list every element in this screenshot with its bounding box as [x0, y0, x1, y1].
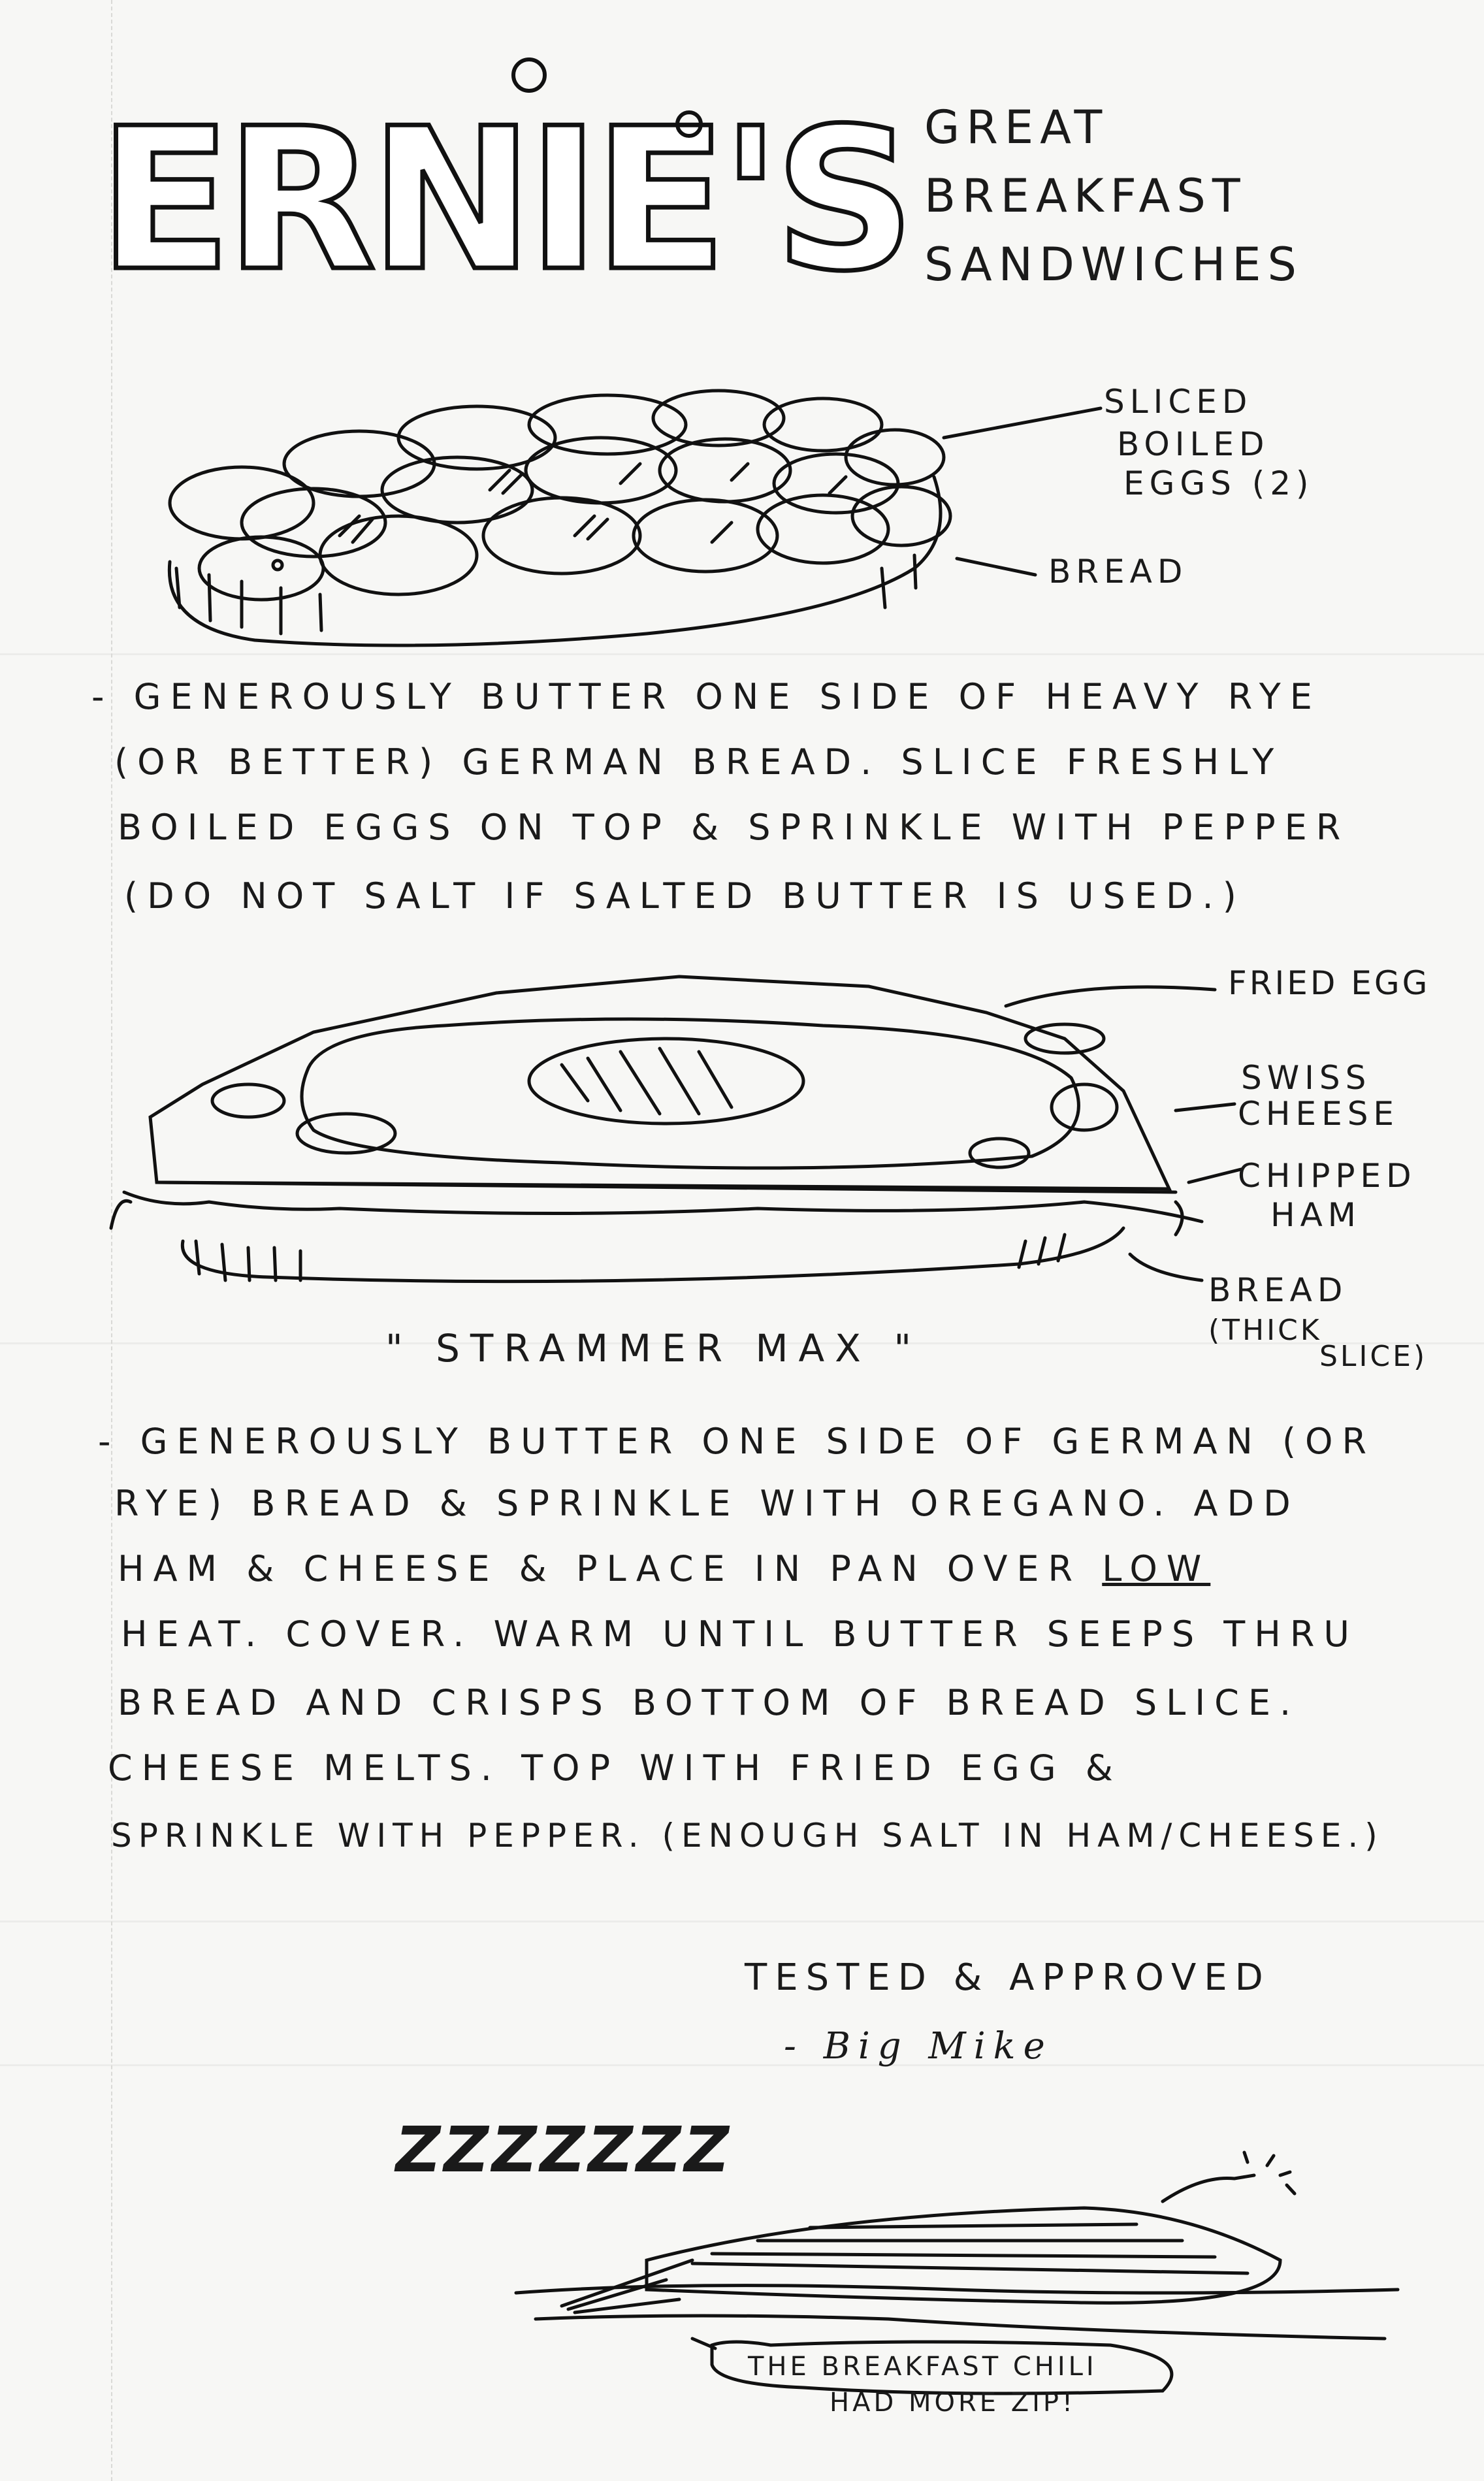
instruction-line: (DO NOT SALT IF SALTED BUTTER IS USED.) — [124, 875, 1246, 916]
instruction-line: BREAD AND CRISPS BOTTOM OF BREAD SLICE. — [118, 1682, 1300, 1723]
logo-text: ERNIE'S — [98, 86, 909, 314]
label-fried-egg: FRIED EGG — [1228, 964, 1430, 1002]
label-sliced: SLICED — [1104, 383, 1253, 421]
label-ham: HAM — [1270, 1196, 1361, 1234]
caption-line: THE BREAKFAST CHILI — [748, 2352, 1097, 2382]
label-thick: (THICK — [1208, 1314, 1322, 1347]
instruction-line: SPRINKLE WITH PEPPER. (ENOUGH SALT IN HAM/CHEESE.) — [111, 1817, 1384, 1855]
emphasis-low: LOW — [1102, 1548, 1211, 1589]
caption-line: HAD MORE ZIP! — [830, 2388, 1076, 2418]
instruction-line: - GENEROUSLY BUTTER ONE SIDE OF GERMAN (OR — [98, 1421, 1376, 1462]
instruction-line: - GENEROUSLY BUTTER ONE SIDE OF HEAVY RYE — [91, 676, 1321, 717]
boiled-egg-sandwich-sketch — [150, 372, 1065, 666]
label-bread-2: BREAD — [1208, 1271, 1348, 1309]
instruction-text: HAM & CHEESE & PLACE IN PAN OVER — [118, 1548, 1103, 1589]
paper-fold-line — [0, 2064, 1484, 2066]
instruction-line: (OR BETTER) GERMAN BREAD. SLICE FRESHLY — [114, 741, 1283, 783]
label-chipped: CHIPPED — [1238, 1157, 1417, 1195]
snore-text: ZZZZZZZ — [389, 2113, 739, 2186]
instruction-line: CHEESE MELTS. TOP WITH FRIED EGG & — [108, 1747, 1122, 1789]
tagline-line: SANDWICHES — [924, 238, 1303, 291]
label-boiled: BOILED — [1117, 425, 1270, 463]
strammer-max-sandwich-sketch — [105, 967, 1254, 1306]
label-eggs: EGGS (2) — [1123, 464, 1314, 502]
instruction-line: BOILED EGGS ON TOP & SPRINKLE WITH PEPPER — [118, 807, 1350, 848]
label-cheese: CHEESE — [1238, 1095, 1400, 1133]
sandwich-name: " STRAMMER MAX " — [385, 1326, 922, 1370]
instruction-line: RYE) BREAD & SPRINKLE WITH OREGANO. ADD — [114, 1483, 1300, 1524]
approval-line: TESTED & APPROVED — [745, 1956, 1271, 1999]
instruction-line: HEAT. COVER. WARM UNTIL BUTTER SEEPS THRU — [121, 1613, 1359, 1655]
tagline-line: BREAKFAST — [924, 169, 1247, 223]
ernies-logo — [85, 52, 909, 340]
paper-fold-line — [0, 1921, 1484, 1922]
approval-signature: - Big Mike — [784, 2025, 1053, 2068]
label-slice: SLICE) — [1319, 1340, 1428, 1373]
instruction-line — [118, 1548, 1211, 1589]
label-swiss: SWISS — [1241, 1059, 1372, 1097]
tagline-line: GREAT — [924, 101, 1109, 154]
label-bread-1: BREAD — [1048, 553, 1188, 591]
